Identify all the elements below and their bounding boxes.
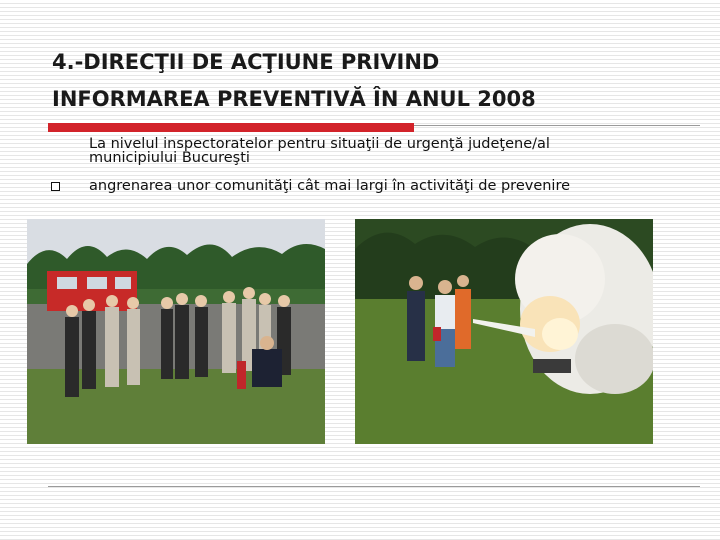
accent-bar	[48, 123, 414, 132]
bullet-item-communities	[46, 179, 686, 193]
bullet-list	[46, 137, 686, 193]
bullet-text-line-1: La nivelul inspectoratelor pentru situaţii de urgenţă judeţene/al	[89, 136, 550, 152]
photo-group-demonstration	[27, 219, 325, 444]
title-line-1: 4.-DIRECŢII DE ACŢIUNE PRIVIND	[52, 50, 440, 74]
bottom-divider	[48, 486, 700, 487]
slide-title	[52, 44, 692, 118]
bullet-text: angrenarea unor comunităţi cât mai largi în activităţi de prevenire	[89, 178, 571, 194]
title-line-2: INFORMAREA PREVENTIVĂ ÎN ANUL 2008	[52, 87, 536, 111]
square-bullet-icon	[51, 182, 60, 191]
bullet-item-inspectorate	[46, 137, 686, 165]
photo-fire-extinguisher-demo	[355, 219, 653, 444]
bullet-text-line-2: municipiului Bucureşti	[89, 150, 250, 166]
